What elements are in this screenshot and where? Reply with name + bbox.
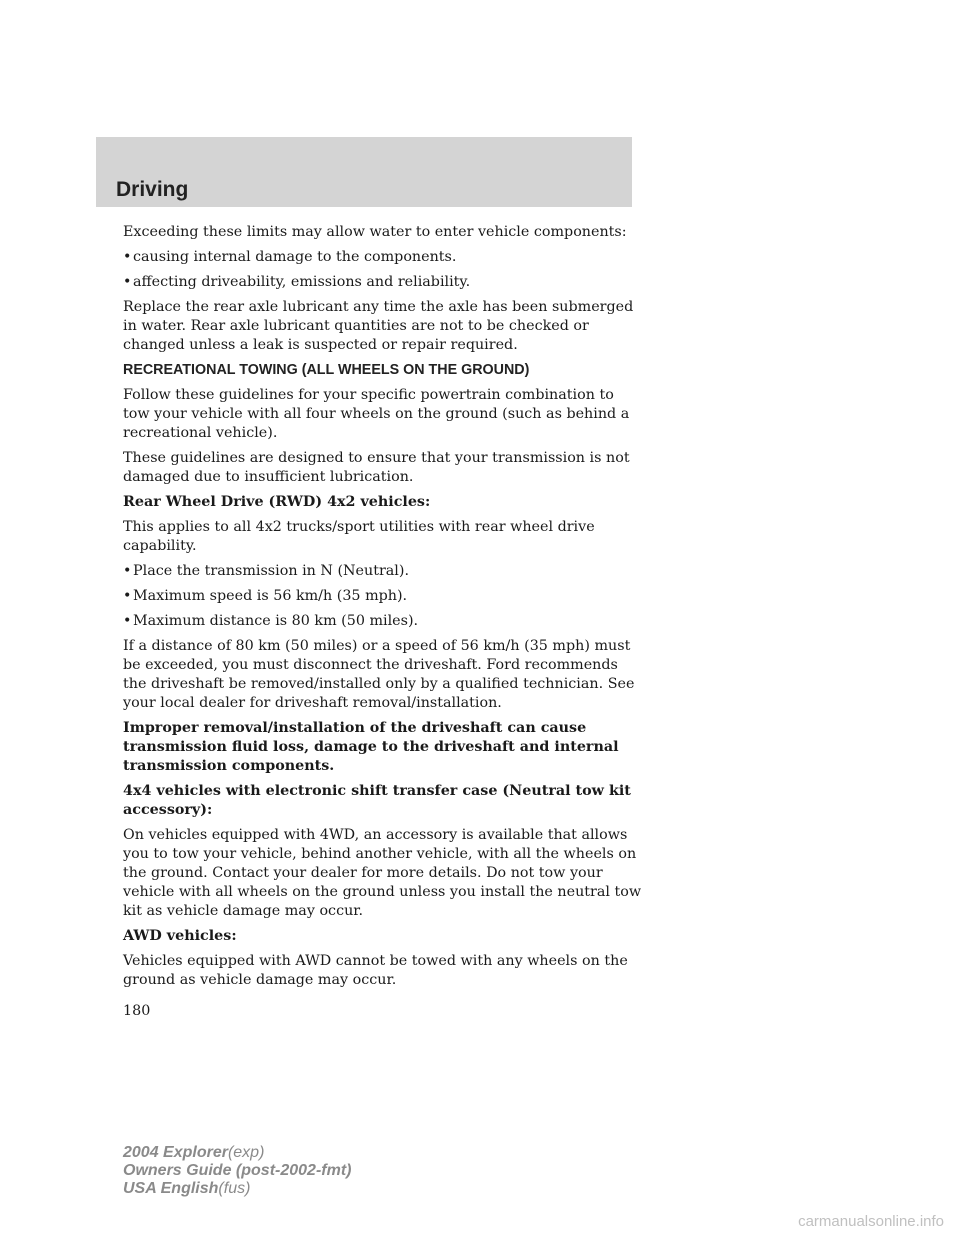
bullet-item bbox=[123, 273, 643, 292]
bullet-icon: • bbox=[123, 249, 132, 265]
bullet-text: causing internal damage to the components. bbox=[133, 249, 457, 265]
page-content bbox=[123, 223, 643, 1021]
paragraph: Exceeding these limits may allow water to enter vehicle components: bbox=[123, 224, 627, 240]
subheading-awd: AWD vehicles: bbox=[123, 928, 237, 944]
footer-line-1: 2004 Explorer(exp) bbox=[123, 1144, 265, 1161]
bullet-text: Place the transmission in N (Neutral). bbox=[133, 563, 410, 579]
paragraph: Replace the rear axle lubricant any time the axle has been submerged in water. Rear axle lubricant quantities are not to be checked or changed unless a leak is suspected or repair required. bbox=[123, 299, 634, 353]
subheading-4x4: 4x4 vehicles with electronic shift transfer case (Neutral tow kit accessory): bbox=[123, 783, 631, 818]
footer-line-2: Owners Guide (post-2002-fmt) bbox=[123, 1162, 352, 1179]
paragraph: On vehicles equipped with 4WD, an accessory is available that allows you to tow your vehicle, behind another vehicle, with all the wheels on the ground. Contact your dealer for more details. Do not tow your vehicle with all wheels on the ground unless you install the neutral tow kit as vehicle damage may occur. bbox=[123, 827, 642, 919]
paragraph: Follow these guidelines for your specific powertrain combination to tow your vehicle with all four wheels on the ground (such as behind a recreational vehicle). bbox=[123, 387, 630, 441]
bullet-icon: • bbox=[123, 588, 132, 604]
bullet-icon: • bbox=[123, 563, 132, 579]
paragraph: Vehicles equipped with AWD cannot be towed with any wheels on the ground as vehicle damage may occur. bbox=[123, 953, 628, 988]
subheading-rwd: Rear Wheel Drive (RWD) 4x2 vehicles: bbox=[123, 494, 431, 510]
section-title: Driving bbox=[116, 178, 189, 201]
bullet-icon: • bbox=[123, 613, 132, 629]
bullet-item bbox=[123, 587, 643, 606]
bullet-text: Maximum distance is 80 km (50 miles). bbox=[133, 613, 419, 629]
bullet-text: Maximum speed is 56 km/h (35 mph). bbox=[133, 588, 408, 604]
warning-text: Improper removal/installation of the driveshaft can cause transmission fluid loss, damage to the driveshaft and internal transmission components. bbox=[123, 720, 619, 774]
bullet-item bbox=[123, 248, 643, 267]
bullet-item bbox=[123, 562, 643, 581]
page-number: 180 bbox=[123, 1003, 151, 1019]
footer-line-3: USA English(fus) bbox=[123, 1180, 251, 1197]
document-footer bbox=[123, 1144, 351, 1198]
site-watermark: carmanualsonline.info bbox=[798, 1213, 944, 1230]
section-heading: RECREATIONAL TOWING (ALL WHEELS ON THE GROUND) bbox=[123, 362, 530, 378]
bullet-text: affecting driveability, emissions and reliability. bbox=[133, 274, 471, 290]
bullet-icon: • bbox=[123, 274, 132, 290]
bullet-item bbox=[123, 612, 643, 631]
paragraph: This applies to all 4x2 trucks/sport utilities with rear wheel drive capability. bbox=[123, 519, 595, 554]
paragraph: If a distance of 80 km (50 miles) or a speed of 56 km/h (35 mph) must be exceeded, you must disconnect the driveshaft. Ford recommends the driveshaft be removed/installed only by a qualified technician. See your local dealer for driveshaft removal/installation. bbox=[123, 638, 635, 711]
paragraph: These guidelines are designed to ensure that your transmission is not damaged due to insufficient lubrication. bbox=[123, 450, 630, 485]
